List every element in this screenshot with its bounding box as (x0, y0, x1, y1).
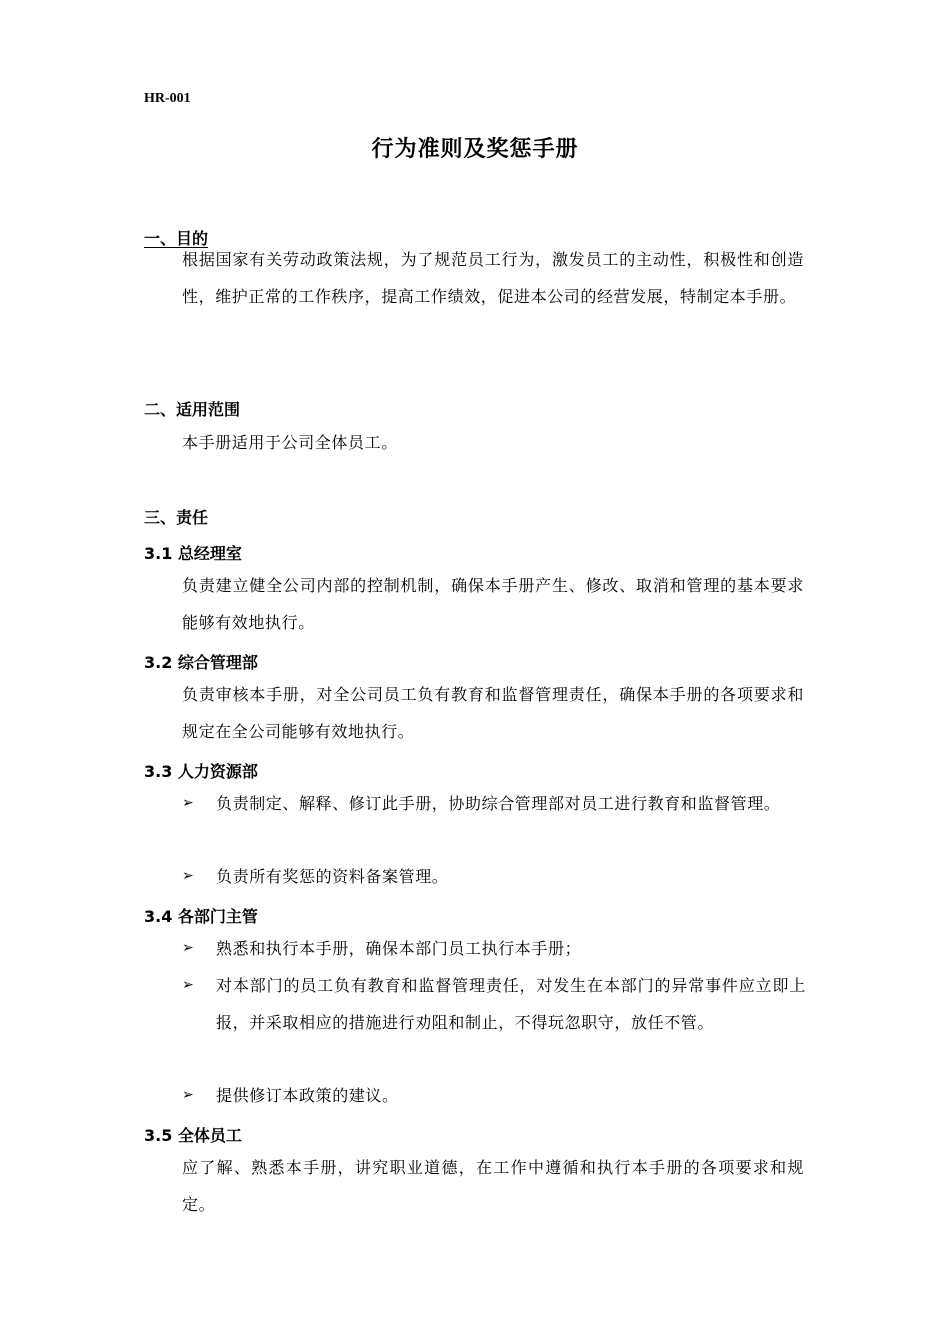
section-heading-responsibility: 三、责任 (144, 508, 209, 527)
arrowhead-bullet-icon: ➢ (182, 940, 194, 956)
subsection-body-gm-office: 负责建立健全公司内部的控制机制，确保本手册产生、修改、取消和管理的基本要求能够有效地执行。 (182, 576, 804, 632)
list-item-text: 对本部门的员工负有教育和监督管理责任，对发生在本部门的异常事件应立即上报，并采取相应的措施进行劝阻和制止，不得玩忽职守，放任不管。 (216, 976, 806, 1032)
list-item-text: 负责所有奖惩的资料备案管理。 (216, 867, 449, 886)
section-body-purpose: 根据国家有关劳动政策法规，为了规范员工行为，激发员工的主动性，积极性和创造性，维护正常的工作秩序，提高工作绩效，促进本公司的经营发展，特制定本手册。 (182, 250, 804, 306)
arrowhead-bullet-icon: ➢ (182, 795, 194, 811)
document-code: HR-001 (144, 91, 191, 106)
subsection-body-all-staff: 应了解、熟悉本手册，讲究职业道德，在工作中遵循和执行本手册的各项要求和规定。 (182, 1158, 804, 1214)
list-item-text: 负责制定、解释、修订此手册，协助综合管理部对员工进行教育和监督管理。 (216, 794, 781, 813)
subsection-heading-gm-office: 3.1 总经理室 (144, 544, 242, 563)
arrowhead-bullet-icon: ➢ (182, 1087, 194, 1103)
subsection-body-admin-dept: 负责审核本手册，对全公司员工负有教育和监督管理责任，确保本手册的各项要求和规定在全公司能够有效地执行。 (182, 685, 804, 741)
list-item-text: 提供修订本政策的建议。 (216, 1086, 399, 1105)
subsection-heading-admin-dept: 3.2 综合管理部 (144, 653, 258, 672)
arrowhead-bullet-icon: ➢ (182, 977, 194, 993)
section-heading-purpose: 一、目的 (144, 229, 209, 248)
section-heading-scope: 二、适用范围 (144, 400, 241, 419)
arrowhead-bullet-icon: ➢ (182, 868, 194, 884)
list-item-text: 熟悉和执行本手册，确保本部门员工执行本手册； (216, 939, 582, 958)
document-title: 行为准则及奖惩手册 (371, 137, 579, 162)
section-body-scope: 本手册适用于公司全体员工。 (182, 433, 398, 452)
subsection-heading-dept-heads: 3.4 各部门主管 (144, 907, 258, 926)
subsection-heading-all-staff: 3.5 全体员工 (144, 1126, 242, 1145)
subsection-heading-hr-dept: 3.3 人力资源部 (144, 762, 258, 781)
